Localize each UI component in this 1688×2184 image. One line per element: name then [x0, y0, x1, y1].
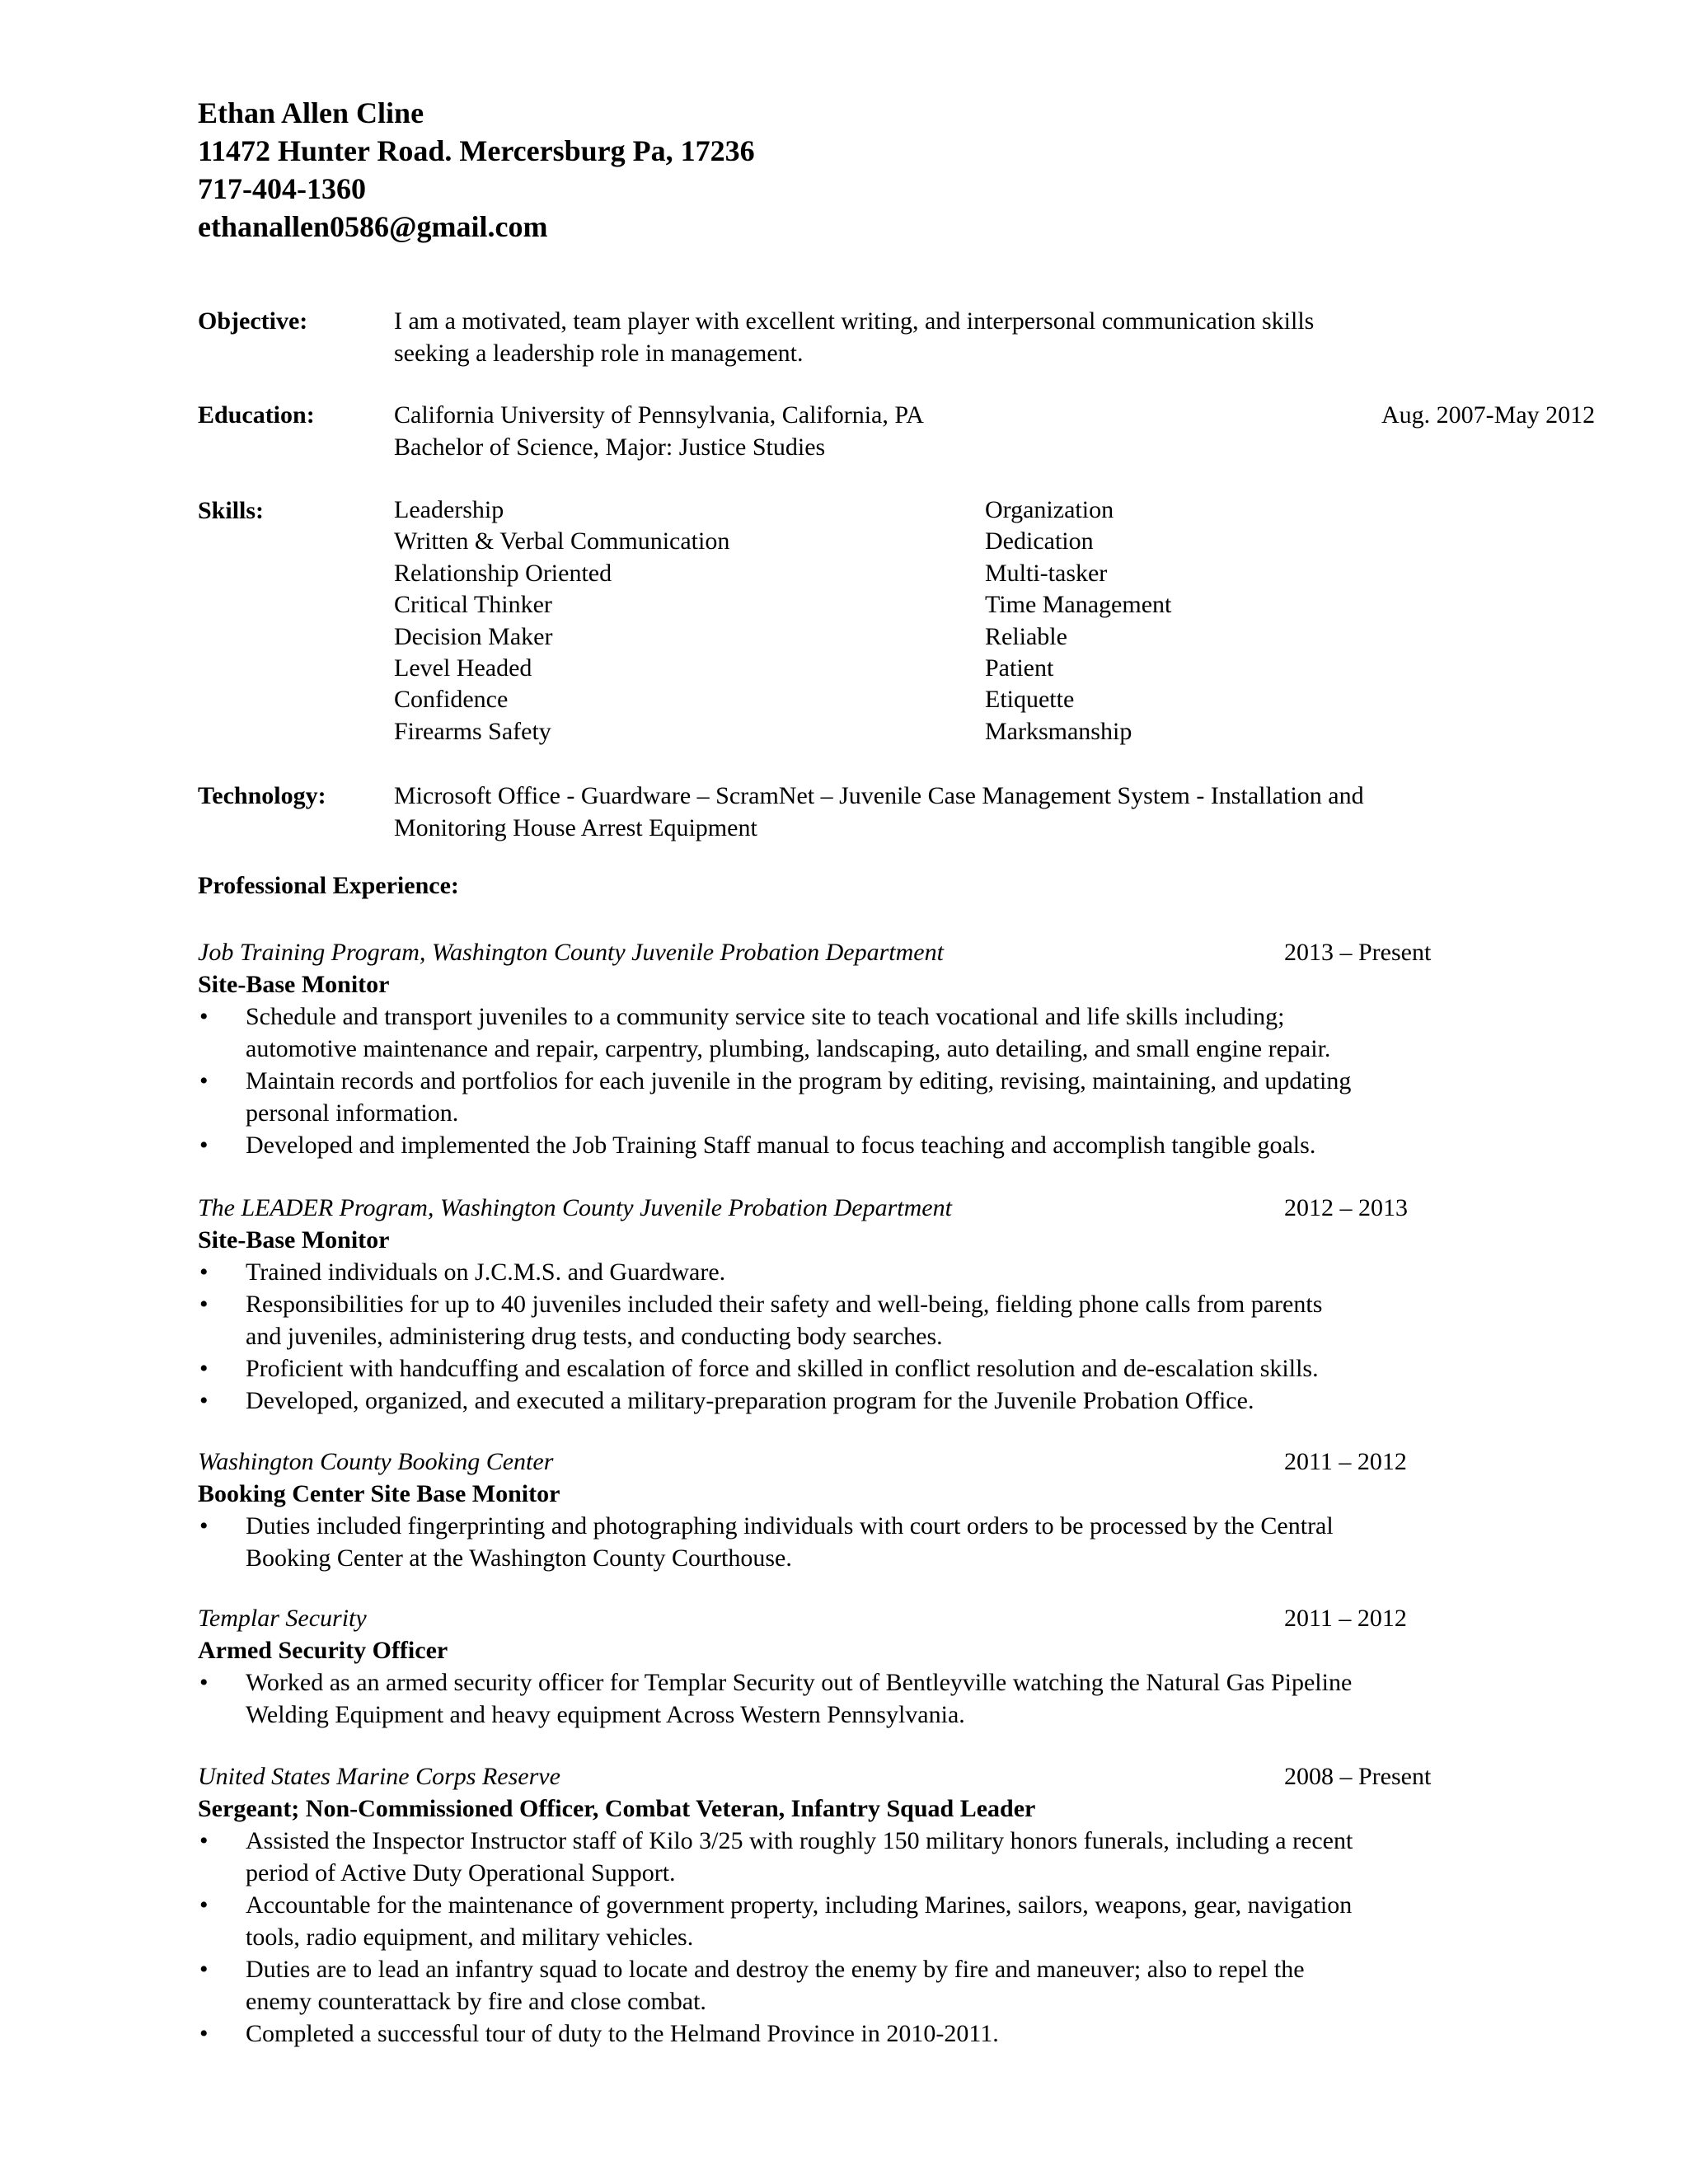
- objective-line: I am a motivated, team player with excellent writing, and interpersonal communication skills: [394, 307, 1315, 335]
- skill-item: Organization: [985, 496, 1114, 523]
- skill-item: Patient: [985, 654, 1054, 682]
- duty-line: • Maintain records and portfolios for each juvenile in the program by editing, revising, maintaining, and updating: [246, 1067, 1352, 1094]
- duty-line: automotive maintenance and repair, carpentry, plumbing, landscaping, auto detailing, and small engine repair.: [246, 1035, 1331, 1062]
- duty-item: [198, 1256, 1531, 1288]
- duty-line: • Developed and implemented the Job Training Staff manual to focus teaching and accomplish tangible goals.: [246, 1132, 1316, 1159]
- job-organization: Templar Security: [198, 1605, 367, 1632]
- duty-item: [198, 1889, 1531, 1953]
- skills-label: Skills:: [198, 497, 265, 524]
- job-role: Sergeant; Non-Commissioned Officer, Combat Veteran, Infantry Squad Leader: [198, 1795, 1036, 1822]
- candidate-email: ethanallen0586@gmail.com: [198, 210, 548, 243]
- skill-item: Multi-tasker: [985, 559, 1108, 587]
- technology-label: Technology:: [198, 782, 326, 809]
- duty-item: [198, 1953, 1531, 2018]
- duty-line: • Worked as an armed security officer for Templar Security out of Bentleyville watching the Natural Gas Pipeline: [246, 1669, 1353, 1696]
- skill-item: Decision Maker: [394, 622, 553, 650]
- job-duties: [198, 1256, 1484, 1417]
- job-organization: Job Training Program, Washington County Juvenile Probation Department: [198, 939, 944, 966]
- skill-item: Reliable: [985, 622, 1067, 650]
- duty-item: [198, 1666, 1531, 1731]
- duty-line: • Assisted the Inspector Instructor staff of Kilo 3/25 with roughly 150 military honors funerals, including a recent: [246, 1827, 1353, 1854]
- job-organization: The LEADER Program, Washington County Juvenile Probation Department: [198, 1194, 952, 1221]
- candidate-address: 11472 Hunter Road. Mercersburg Pa, 17236: [198, 134, 755, 167]
- duty-line: personal information.: [246, 1099, 459, 1127]
- duty-line: • Developed, organized, and executed a military-preparation program for the Juvenile Probation Office.: [246, 1387, 1254, 1414]
- job-duties: [198, 1666, 1484, 1731]
- skill-item: Critical Thinker: [394, 591, 552, 619]
- job-dates: 2011 – 2012: [1284, 1605, 1407, 1632]
- duty-line: Booking Center at the Washington County Courthouse.: [246, 1544, 792, 1572]
- duty-line: • Proficient with handcuffing and escalation of force and skilled in conflict resolution and de-escalation skills.: [246, 1355, 1319, 1382]
- experience-heading: Professional Experience:: [198, 872, 459, 899]
- job-organization: United States Marine Corps Reserve: [198, 1763, 560, 1790]
- technology-line: Microsoft Office - Guardware – ScramNet – Juvenile Case Management System - Installation and: [394, 782, 1364, 809]
- duty-item: [198, 1825, 1531, 1889]
- skill-item: Time Management: [985, 591, 1172, 619]
- duty-line: • Duties included fingerprinting and photographing individuals with court orders to be processed by the Central: [246, 1512, 1334, 1540]
- skills-right-column: [985, 494, 1171, 748]
- duty-line: Welding Equipment and heavy equipment Across Western Pennsylvania.: [246, 1701, 965, 1728]
- technology-body: [394, 780, 1680, 844]
- job-duties: [198, 1001, 1484, 1161]
- duty-item: [198, 1065, 1531, 1129]
- job-duties: [198, 1510, 1484, 1574]
- education-body: [394, 399, 1680, 463]
- job-entry: [198, 1602, 1484, 1731]
- education-date: Aug. 2007-May 2012: [1381, 401, 1596, 429]
- job-role: Site-Base Monitor: [198, 1226, 390, 1254]
- job-dates: 2012 – 2013: [1284, 1194, 1408, 1221]
- skill-item: Marksmanship: [985, 717, 1132, 745]
- skill-item: Leadership: [394, 496, 504, 523]
- objective-label: Objective:: [198, 307, 308, 335]
- job-role: Booking Center Site Base Monitor: [198, 1480, 560, 1507]
- job-dates: 2013 – Present: [1284, 939, 1432, 966]
- job-role: Armed Security Officer: [198, 1637, 448, 1664]
- duty-line: • Accountable for the maintenance of government property, including Marines, sailors, weapons, gear, navigation: [246, 1891, 1353, 1919]
- duty-item: [198, 1352, 1531, 1385]
- duty-line: • Completed a successful tour of duty to the Helmand Province in 2010-2011.: [246, 2020, 999, 2047]
- objective-body: [394, 305, 1680, 369]
- duty-item: [198, 1129, 1531, 1161]
- skill-item: Firearms Safety: [394, 717, 551, 745]
- job-role: Site-Base Monitor: [198, 971, 390, 998]
- objective-line: seeking a leadership role in management.: [394, 340, 804, 367]
- education-label: Education:: [198, 401, 315, 429]
- skill-item: Etiquette: [985, 686, 1075, 714]
- job-organization: Washington County Booking Center: [198, 1448, 554, 1475]
- skill-item: Level Headed: [394, 654, 532, 682]
- duty-line: • Responsibilities for up to 40 juveniles included their safety and well-being, fielding phone calls from parents: [246, 1291, 1323, 1318]
- duty-item: [198, 1510, 1531, 1574]
- duty-item: [198, 1385, 1531, 1417]
- skill-item: Confidence: [394, 686, 509, 714]
- skill-item: Dedication: [985, 527, 1094, 555]
- education-degree: Bachelor of Science, Major: Justice Studies: [394, 434, 826, 461]
- duty-line: • Duties are to lead an infantry squad to locate and destroy the enemy by fire and maneuver; also to repel the: [246, 1956, 1305, 1983]
- duty-line: and juveniles, administering drug tests, and conducting body searches.: [246, 1323, 943, 1350]
- skill-item: Written & Verbal Communication: [394, 527, 730, 555]
- skill-item: Relationship Oriented: [394, 559, 612, 587]
- duty-item: [198, 2018, 1531, 2050]
- candidate-phone: 717-404-1360: [198, 172, 366, 205]
- job-dates: 2008 – Present: [1284, 1763, 1432, 1790]
- duty-line: enemy counterattack by fire and close combat.: [246, 1988, 706, 2015]
- skills-left-column: [394, 494, 729, 748]
- job-entry: [198, 936, 1484, 1161]
- job-entry: [198, 1446, 1484, 1574]
- job-entry: [198, 1192, 1484, 1417]
- duty-line: period of Active Duty Operational Support.: [246, 1859, 676, 1886]
- duty-item: [198, 1001, 1531, 1065]
- technology-line: Monitoring House Arrest Equipment: [394, 814, 757, 841]
- duty-line: • Schedule and transport juveniles to a community service site to teach vocational and life skills including;: [246, 1003, 1285, 1030]
- duty-line: • Trained individuals on J.C.M.S. and Guardware.: [246, 1258, 726, 1286]
- job-entry: [198, 1760, 1484, 2050]
- education-school: California University of Pennsylvania, California, PA: [394, 401, 924, 429]
- job-dates: 2011 – 2012: [1284, 1448, 1407, 1475]
- duty-item: [198, 1288, 1531, 1352]
- job-duties: [198, 1825, 1484, 2050]
- contact-header: [198, 94, 755, 246]
- duty-line: tools, radio equipment, and military vehicles.: [246, 1924, 694, 1951]
- candidate-name: Ethan Allen Cline: [198, 96, 424, 129]
